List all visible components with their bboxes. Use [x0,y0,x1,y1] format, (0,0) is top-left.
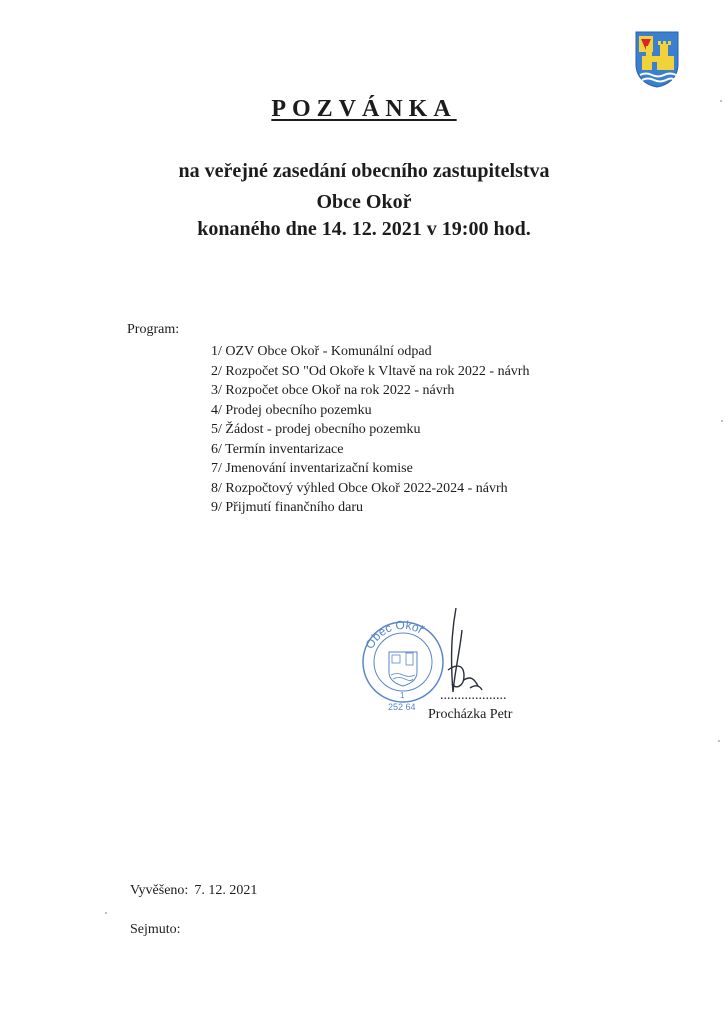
list-item: 8/ Rozpočtový výhled Obce Okoř 2022-2024 - návrh [211,480,508,496]
posted-date: 7. 12. 2021 [194,883,258,898]
posted-label: Vyvěšeno: [130,883,189,898]
removed-label: Sejmuto: [130,922,181,937]
list-item: 4/ Prodej obecního pozemku [211,402,372,418]
removed-row [130,922,181,938]
municipal-coat-of-arms-icon [634,30,680,88]
list-item: 3/ Rozpočet obce Okoř na rok 2022 - návrh [211,383,455,398]
program-label: Program: [127,322,180,337]
svg-text:Obec Okoř: Obec Okoř [362,617,427,652]
subtitle-line-2: Obce Okoř [316,191,412,213]
program-list [211,342,529,518]
scan-speck [718,740,720,742]
subtitle-line-3: konaného dne 14. 12. 2021 v 19:00 hod. [197,218,531,240]
list-item: 7/ Jmenování inventarizační komise [211,461,413,476]
list-item: 5/ Žádost - prodej obecního pozemku [211,422,421,437]
scan-speck [720,100,722,102]
scan-speck [721,420,723,422]
list-item: 2/ Rozpočet SO "Od Okoře k Vltavě na rok 2022 - návrh [211,363,530,379]
signature-line: ................... [440,688,507,703]
stamp-number: 1 [400,691,405,700]
list-item: 6/ Termín inventarizace [211,441,344,457]
stamp-code: 252 64 [388,702,416,712]
subtitle-line-1: na veřejné zasedání obecního zastupitelstva [178,160,550,182]
signer-name: Procházka Petr [428,707,513,722]
page-title: POZVÁNKA [271,96,457,122]
list-item: 1/ OZV Obce Okoř - Komunální odpad [211,344,432,359]
scan-speck [105,912,107,914]
list-item: 9/ Přijmutí finančního daru [211,500,364,515]
posted-row [130,883,257,899]
